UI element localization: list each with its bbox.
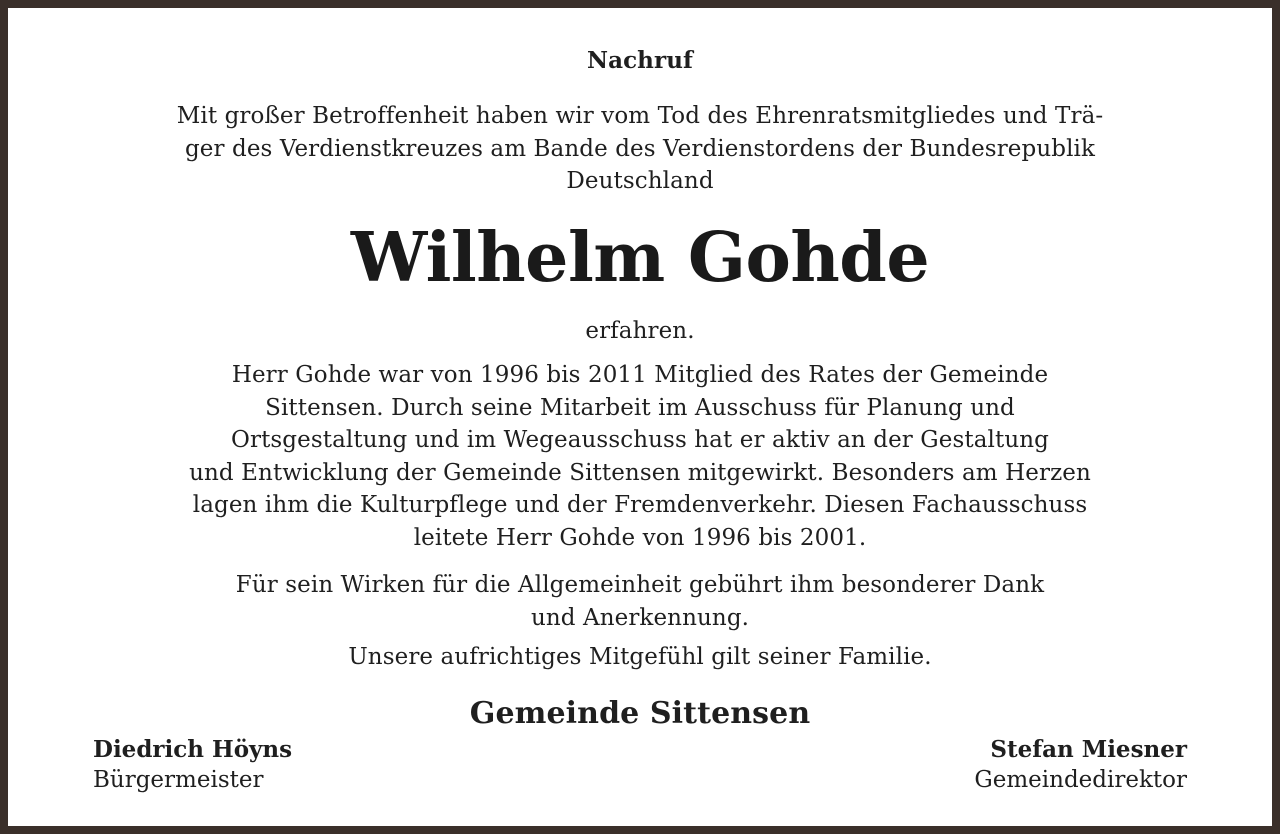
organization-name: Gemeinde Sittensen xyxy=(469,696,811,731)
signatory-name: Stefan Miesner xyxy=(990,736,1187,763)
body-line-6: leitete Herr Gohde von 1996 bis 2001. xyxy=(413,525,867,551)
signatory-right xyxy=(974,735,1187,795)
signatory-left xyxy=(93,735,292,795)
signatory-name: Diedrich Höyns xyxy=(93,736,293,763)
signatory-title: Bürgermeister xyxy=(93,767,264,793)
body-line-4: und Entwicklung der Gemeinde Sittensen mitgewirkt. Besonders am Herzen xyxy=(189,460,1091,486)
body-line-1: Herr Gohde war von 1996 bis 2011 Mitglied des Rates der Gemeinde xyxy=(231,362,1049,388)
thanks-line-2: und Anerkennung. xyxy=(530,605,750,631)
intro-end: erfahren. xyxy=(585,318,695,344)
body-line-5: lagen ihm die Kulturpflege und der Fremdenverkehr. Diesen Fachausschuss xyxy=(192,492,1088,518)
intro-line-3: Deutschland xyxy=(566,168,714,194)
signatory-title: Gemeindedirektor xyxy=(974,767,1187,793)
intro-line-2: ger des Verdienstkreuzes am Bande des Verdienstordens der Bundesrepublik xyxy=(184,136,1096,162)
deceased-name: Wilhelm Gohde xyxy=(350,218,930,298)
body-line-3: Ortsgestaltung und im Wegeausschuss hat er aktiv an der Gestaltung xyxy=(231,427,1049,453)
condolence-line: Unsere aufrichtiges Mitgefühl gilt seiner Familie. xyxy=(348,644,932,670)
notice-content xyxy=(8,8,1272,826)
intro-line-1: Mit großer Betroffenheit haben wir vom Tod des Ehrenratsmitgliedes und Trä- xyxy=(176,103,1104,129)
thanks-line-1: Für sein Wirken für die Allgemeinheit gebührt ihm besonderer Dank xyxy=(235,572,1045,598)
notice-heading: Nachruf xyxy=(586,47,694,74)
body-line-2: Sittensen. Durch seine Mitarbeit im Ausschuss für Planung und xyxy=(265,395,1015,421)
